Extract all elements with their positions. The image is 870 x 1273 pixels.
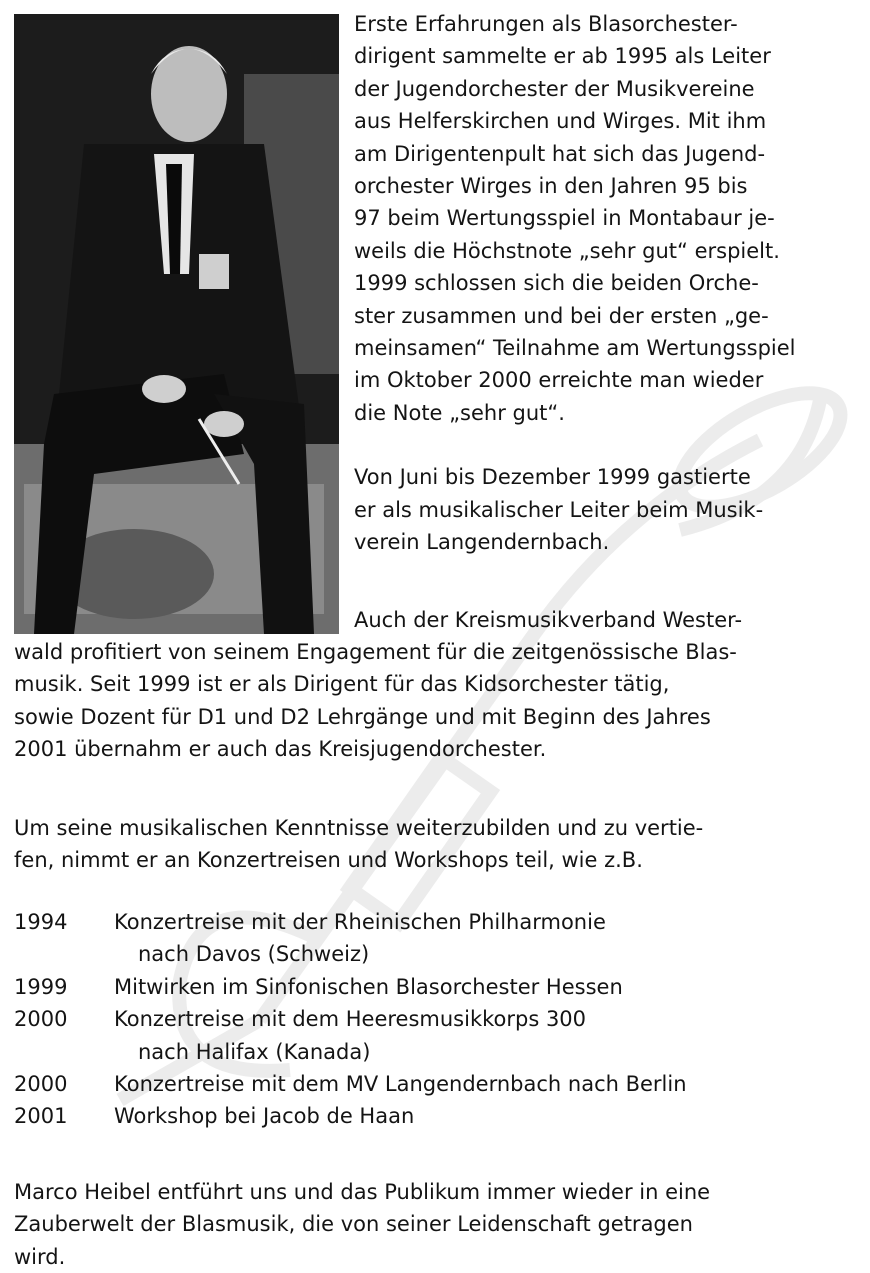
text-line: 2001 übernahm er auch das Kreisjugendorchester. bbox=[14, 737, 547, 762]
text-line: sowie Dozent für D1 und D2 Lehrgänge und mit Beginn des Jahres bbox=[14, 704, 711, 729]
event-text: Konzertreise mit dem MV Langendernbach nach Berlin bbox=[114, 1072, 687, 1097]
event-year: 1999 bbox=[14, 974, 68, 999]
list-item bbox=[14, 906, 858, 938]
events-list bbox=[14, 906, 858, 1133]
intro-paragraph-2 bbox=[354, 461, 858, 558]
text-line: die Note „sehr gut“. bbox=[354, 400, 565, 425]
text-line: 1999 schlossen sich die beiden Orche- bbox=[354, 271, 759, 296]
text-line: dirigent sammelte er ab 1995 als Leiter bbox=[354, 44, 771, 69]
event-text: Mitwirken im Sinfonischen Blasorchester Hessen bbox=[114, 974, 623, 999]
conductor-portrait-photo bbox=[14, 14, 339, 634]
event-year: 2001 bbox=[14, 1104, 68, 1129]
further-education-paragraph bbox=[14, 812, 858, 877]
paragraph-gap bbox=[354, 429, 858, 461]
intro-paragraph-1 bbox=[354, 8, 858, 429]
text-line: Um seine musikalischen Kenntnisse weiterzubilden und zu vertie- bbox=[14, 816, 704, 840]
text-line: Zauberwelt der Blasmusik, die von seiner Leidenschaft getragen bbox=[14, 1212, 693, 1237]
event-text: Konzertreise mit der Rheinischen Philharmonie bbox=[114, 910, 606, 934]
closing-paragraph bbox=[14, 1176, 858, 1273]
event-year: 2000 bbox=[14, 1072, 68, 1097]
text-line: Marco Heibel entführt uns und das Publikum immer wieder in eine bbox=[14, 1180, 711, 1204]
event-year: 2000 bbox=[14, 1007, 68, 1032]
event-continuation: nach Davos (Schweiz) bbox=[138, 942, 370, 967]
text-line: wald profitiert von seinem Engagement für die zeitgenössische Blas- bbox=[14, 640, 737, 664]
text-line: Von Juni bis Dezember 1999 gastierte bbox=[354, 465, 751, 490]
text-line: musik. Seit 1999 ist er als Dirigent für das Kidsorchester tätig, bbox=[14, 672, 670, 697]
text-line: meinsamen“ Teilnahme am Wertungsspiel bbox=[354, 336, 796, 361]
kreis-lead-line: Auch der Kreismusikverband Wester- bbox=[354, 608, 743, 632]
text-line: er als musikalischer Leiter beim Musik- bbox=[354, 497, 764, 522]
text-line: am Dirigentenpult hat sich das Jugend- bbox=[354, 141, 766, 166]
text-line: fen, nimmt er an Konzertreisen und Workshops teil, wie z.B. bbox=[14, 848, 643, 873]
text-line: weils die Höchstnote „sehr gut“ erspielt. bbox=[354, 238, 780, 263]
text-line: verein Langendernbach. bbox=[354, 530, 610, 555]
text-line: der Jugendorchester der Musikvereine bbox=[354, 76, 755, 101]
kreis-paragraph bbox=[14, 636, 858, 766]
text-line: wird. bbox=[14, 1244, 66, 1269]
event-text: Konzertreise mit dem Heeresmusikkorps 300 bbox=[114, 1007, 587, 1032]
event-continuation: nach Halifax (Kanada) bbox=[138, 1039, 371, 1064]
list-item bbox=[14, 1100, 858, 1132]
event-text: Workshop bei Jacob de Haan bbox=[114, 1104, 415, 1129]
list-item bbox=[14, 971, 858, 1003]
text-line: im Oktober 2000 erreichte man wieder bbox=[354, 368, 764, 393]
intro-column bbox=[354, 8, 858, 559]
list-item bbox=[14, 1068, 858, 1100]
text-line: aus Helferskirchen und Wirges. Mit ihm bbox=[354, 109, 767, 134]
text-line: 97 beim Wertungsspiel in Montabaur je- bbox=[354, 206, 775, 231]
text-line: ster zusammen und bei der ersten „ge- bbox=[354, 303, 769, 328]
event-year: 1994 bbox=[14, 910, 68, 934]
text-line: Erste Erfahrungen als Blasorchester- bbox=[354, 12, 738, 36]
list-item bbox=[14, 1003, 858, 1035]
text-line: orchester Wirges in den Jahren 95 bis bbox=[354, 174, 748, 199]
